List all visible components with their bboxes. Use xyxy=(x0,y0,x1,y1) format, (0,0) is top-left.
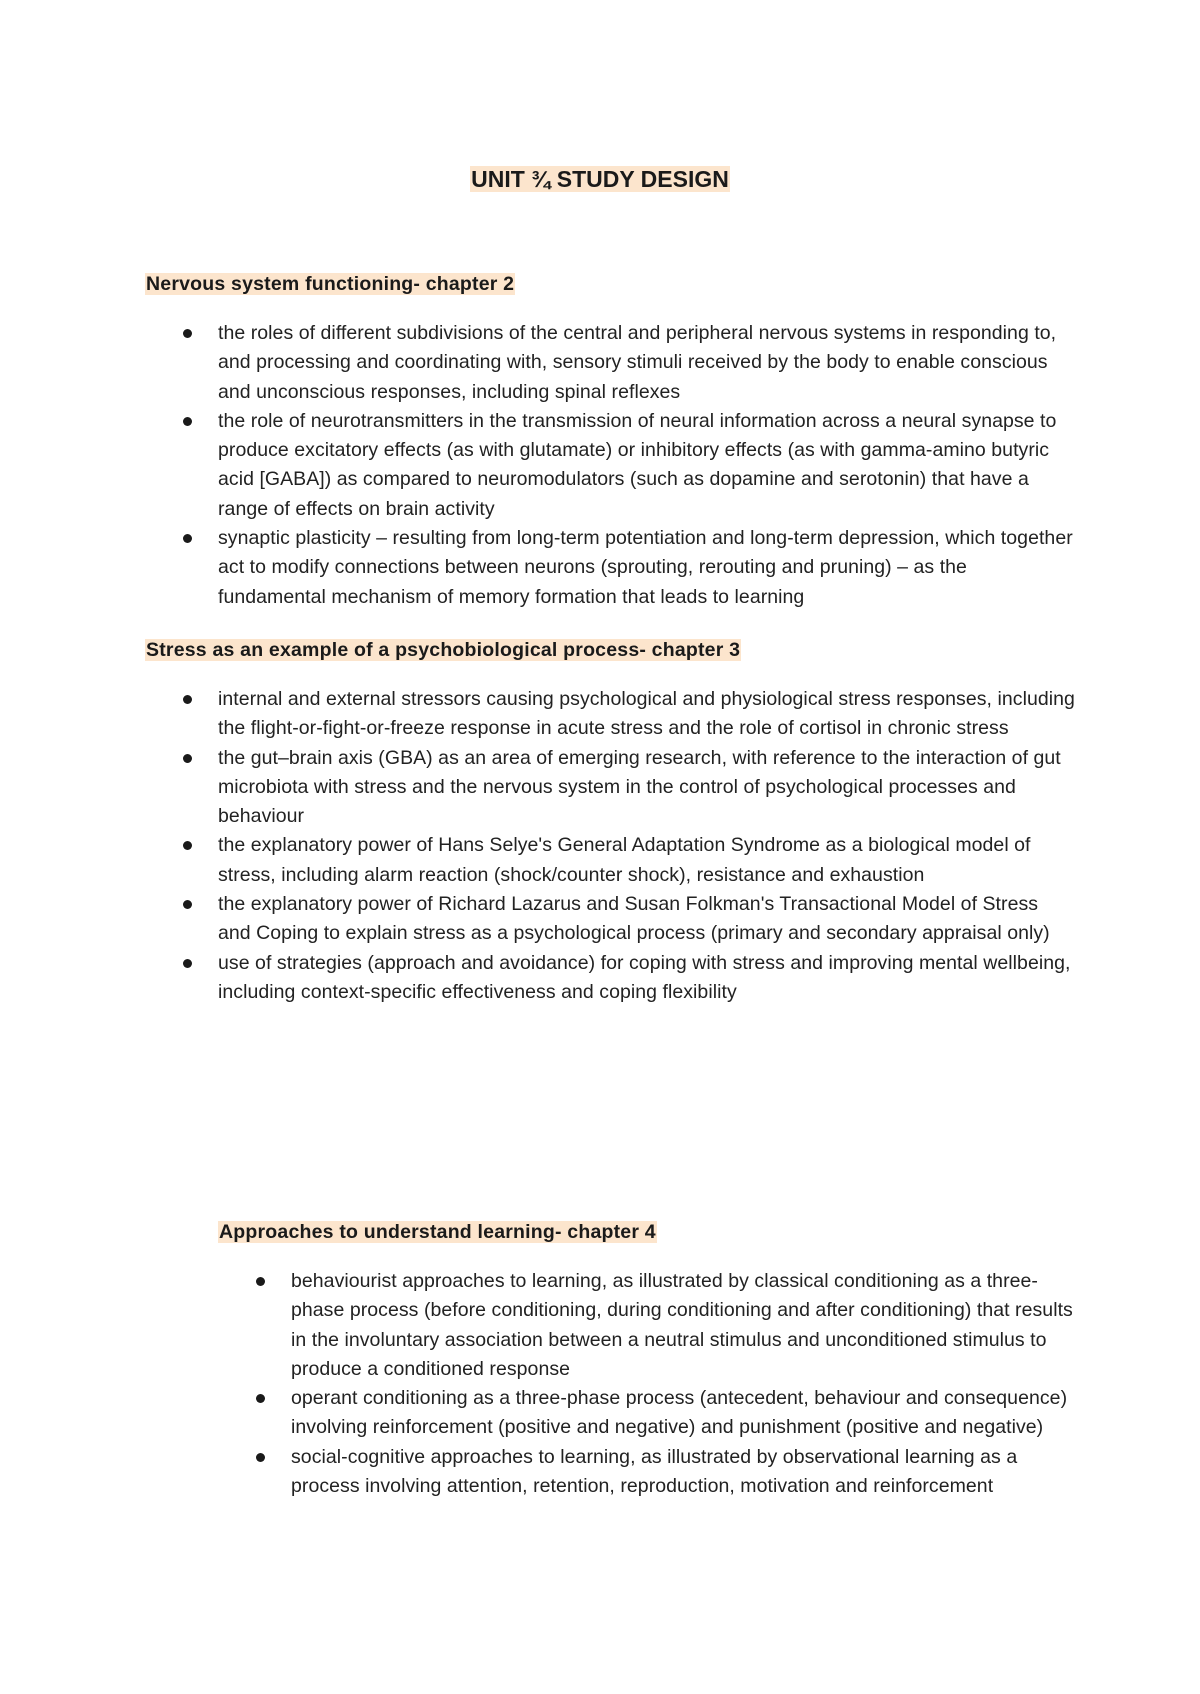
section-heading-text: Nervous system functioning- chapter 2 xyxy=(146,273,515,295)
list-item xyxy=(145,407,1075,524)
list-item xyxy=(218,1384,1075,1443)
bullet-icon xyxy=(256,1453,265,1462)
list-item xyxy=(145,949,1075,1008)
bullet-icon xyxy=(183,959,192,968)
list-item xyxy=(145,319,1075,407)
document-title-text: UNIT ¾ STUDY DESIGN xyxy=(471,166,729,192)
section-heading xyxy=(145,270,1075,298)
list-item xyxy=(145,831,1075,890)
list-item-text: use of strategies (approach and avoidance) for coping with stress and improving mental wellbeing, including context-specific effectiveness and coping flexibility xyxy=(218,951,1071,1003)
list-item xyxy=(145,890,1075,949)
list-item-text: synaptic plasticity – resulting from long-term potentiation and long-term depression, which together act to modify connections between neurons (sprouting, rerouting and pruning) – as the fundamental mechanism of memory formation that leads to learning xyxy=(218,527,1073,608)
section-heading xyxy=(145,636,1075,664)
list-item xyxy=(145,524,1075,612)
list-item-text: the role of neurotransmitters in the transmission of neural information across a neural synapse to produce excitatory effects (as with glutamate) or inhibitory effects (as with gamma-amino butyric acid [GABA]) as compared to neuromodulators (such as dopamine and serotonin) that have a range of effects on brain activity xyxy=(218,409,1057,520)
bullet-icon xyxy=(183,841,192,850)
section-nervous-system xyxy=(145,270,1075,612)
bullet-icon xyxy=(183,417,192,426)
section-heading-text: Approaches to understand learning- chapter 4 xyxy=(219,1221,656,1243)
list-item-text: the roles of different subdivisions of the central and peripheral nervous systems in responding to, and processing and coordinating with, sensory stimuli received by the body to enable conscious and unconscious responses, including spinal reflexes xyxy=(218,322,1057,403)
section-learning xyxy=(218,1218,1075,1501)
list-item-text: operant conditioning as a three-phase process (antecedent, behaviour and consequence) involving reinforcement (positive and negative) and punishment (positive and negative) xyxy=(291,1387,1068,1439)
section-stress xyxy=(145,636,1075,1007)
list-item-text: the explanatory power of Hans Selye's General Adaptation Syndrome as a biological model of stress, including alarm reaction (shock/counter shock), resistance and exhaustion xyxy=(218,834,1031,886)
list-item xyxy=(218,1443,1075,1502)
list-item xyxy=(145,744,1075,832)
bullet-list xyxy=(145,319,1075,612)
list-item-text: the explanatory power of Richard Lazarus and Susan Folkman's Transactional Model of Stress and Coping to explain stress as a psychological process (primary and secondary appraisal only) xyxy=(218,893,1050,945)
bullet-list xyxy=(218,1267,1075,1501)
list-item-text: social-cognitive approaches to learning, as illustrated by observational learning as a process involving attention, retention, reproduction, motivation and reinforcement xyxy=(291,1445,1018,1498)
bullet-icon xyxy=(183,900,192,909)
list-item-text: behaviourist approaches to learning, as illustrated by classical conditioning as a three-phase process (before conditioning, during conditioning and after conditioning) that results in the involuntary association between a neutral stimulus and unconditioned stimulus to produce a conditioned response xyxy=(291,1270,1073,1380)
list-item-text: internal and external stressors causing psychological and physiological stress responses, including the flight-or-fight-or-freeze response in acute stress and the role of cortisol in chronic stress xyxy=(218,688,1075,740)
list-item-text: the gut–brain axis (GBA) as an area of emerging research, with reference to the interaction of gut microbiota with stress and the nervous system in the control of psychological processes and behaviour xyxy=(218,746,1061,828)
bullet-icon xyxy=(256,1277,265,1286)
bullet-icon xyxy=(183,329,192,338)
bullet-icon xyxy=(183,695,192,704)
list-item xyxy=(218,1267,1075,1384)
bullet-list xyxy=(145,685,1075,1007)
bullet-icon xyxy=(183,754,192,763)
bullet-icon xyxy=(256,1394,265,1403)
document-title xyxy=(0,164,1200,194)
section-heading-text: Stress as an example of a psychobiological process- chapter 3 xyxy=(146,639,741,661)
bullet-icon xyxy=(183,534,192,543)
list-item xyxy=(145,685,1075,744)
section-heading xyxy=(218,1218,1075,1246)
